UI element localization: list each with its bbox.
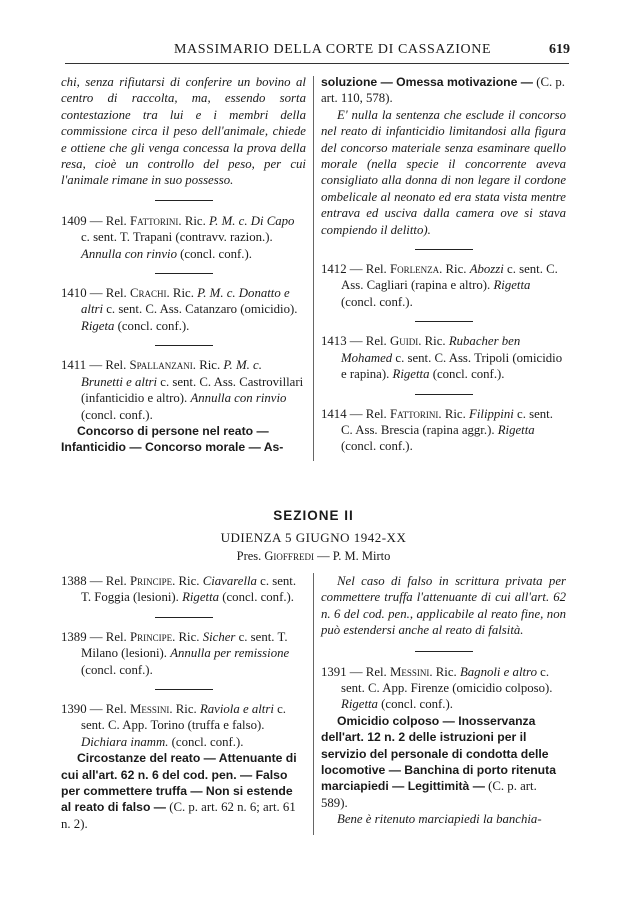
separator bbox=[415, 249, 473, 250]
continuation-text: chi, senza rifiutarsi di conferire un bovino al centro di raccolta, ma, essendo sorta contestazione tra lui e i membri della commissione circa il peso dell'animale, chiede e ottiene che gli venga concessa la prova della resa, cioè un controllo del peso, per cui l'animale rimane in suo possesso. bbox=[61, 75, 306, 188]
entry-1411: 1411 — Rel. Spallanzani. Ric. P. M. c. Brunetti e altri c. sent. C. Ass. Castrovillari (infanticidio e altro). Annulla con rinvio (concl. conf.). bbox=[61, 358, 304, 422]
bottom-right-column bbox=[321, 573, 566, 828]
top-left-column bbox=[61, 74, 306, 456]
entry-1388: 1388 — Rel. Principe. Ric. Ciavarella c. sent. T. Foggia (lesioni). Rigetta (concl. conf.). bbox=[61, 574, 297, 605]
maxim-heading: Circostanze del reato — Attenuante di cui all'art. 62 n. 6 del cod. pen. — Falso per commettere truffa — Non si estende al reato di falso — bbox=[61, 751, 297, 815]
maxim-citation: (C. p. art. 589). bbox=[321, 779, 537, 810]
column-divider-bottom bbox=[313, 573, 314, 835]
column-divider-top bbox=[313, 76, 314, 461]
separator bbox=[155, 200, 213, 201]
entry-1413: 1413 — Rel. Guidi. Ric. Rubacher ben Mohamed c. sent. C. Ass. Tripoli (omicidio e rapina). Rigetta (concl. conf.). bbox=[321, 334, 563, 382]
top-right-column bbox=[321, 74, 566, 455]
entry-1389: 1389 — Rel. Principe. Ric. Sicher c. sent. T. Milano (lesioni). Annulla per remissione (concl. conf.). bbox=[61, 629, 290, 677]
entry-1409: 1409 — Rel. Fattorini. Ric. P. M. c. Di Capo c. sent. T. Trapani (contravv. razion.). Annulla con rinvio (concl. conf.). bbox=[61, 213, 295, 261]
section-title: SEZIONE II bbox=[273, 508, 354, 523]
page-header bbox=[50, 42, 570, 62]
page-number: 619 bbox=[549, 42, 570, 57]
entry-1414: 1414 — Rel. Fattorini. Ric. Filippini c. sent. C. Ass. Brescia (rapina aggr.). Rigetta (concl. conf.). bbox=[321, 406, 553, 454]
entry-1391: 1391 — Rel. Messini. Ric. Bagnoli e altro c. sent. C. App. Firenze (omicidio colposo). Rigetta (concl. conf.). bbox=[321, 664, 553, 712]
separator bbox=[155, 689, 213, 690]
entry-1410: 1410 — Rel. Crachi. Ric. P. M. c. Donatto e altri c. sent. C. Ass. Catanzaro (omicidio). Rigeta (concl. conf.). bbox=[61, 286, 298, 333]
running-title: MASSIMARIO DELLA CORTE DI CASSAZIONE bbox=[174, 42, 492, 57]
entry-1412: 1412 — Rel. Forlenza. Ric. Abozzi c. sent. C. Ass. Cagliari (rapina e altro). Rigetta (concl. conf.). bbox=[321, 262, 558, 309]
separator bbox=[415, 394, 473, 395]
maxim-text: E' nulla la sentenza che esclude il concorso nel reato di infanticidio limitandosi alla figura del concorso materiale senza esaminare quello morale (nella specie il concorrente aveva consigliato alla donna di non legare il cordone ombelicale al neonato ed era stata vista mentre entrava ed usciva dalla camera ove si stava compiendo il delitto). bbox=[321, 107, 566, 237]
maxim-heading: Omicidio colposo — Inosservanza dell'art. 12 n. 2 delle istruzioni per il servizio del personale di condotta delle locomotive — Banchina di porto ritenuta marciapiedi — Legittimità — bbox=[321, 713, 556, 794]
maxim-heading: Concorso di persone nel reato — Infanticidio — Concorso morale — As- bbox=[61, 423, 284, 455]
separator bbox=[415, 321, 473, 322]
maxim-text-start: Bene è ritenuto marciapiedi la banchia- bbox=[337, 812, 542, 827]
president-name: Gioffredi bbox=[264, 549, 314, 563]
bottom-left-column bbox=[61, 573, 306, 832]
maxim-citation: (C. p. art. 110, 578). bbox=[321, 75, 565, 106]
president-line: Pres. Gioffredi — P. M. Mirto bbox=[236, 549, 391, 563]
separator bbox=[155, 273, 213, 274]
separator bbox=[415, 651, 473, 652]
maxim-text: Nel caso di falso in scrittura privata per commettere truffa l'attenuante di cui all'art. 62 n. 6 del cod. pen., applicabile al reato fine, non può estendersi anche al reato di falsità. bbox=[321, 574, 566, 638]
udienza-date: UDIENZA 5 GIUGNO 1942-XX bbox=[220, 530, 407, 545]
entry-1390: 1390 — Rel. Messini. Ric. Raviola e altri c. sent. C. App. Torino (truffa e falso). Dichiara inamm. (concl. conf.). bbox=[61, 702, 286, 749]
maxim-citation: (C. p. art. 62 n. 6; art. 61 n. 2). bbox=[61, 800, 296, 831]
header-rule bbox=[65, 63, 569, 64]
maxim-heading-end: soluzione — Omessa motivazione — bbox=[321, 75, 533, 89]
separator bbox=[155, 617, 213, 618]
separator bbox=[155, 345, 213, 346]
